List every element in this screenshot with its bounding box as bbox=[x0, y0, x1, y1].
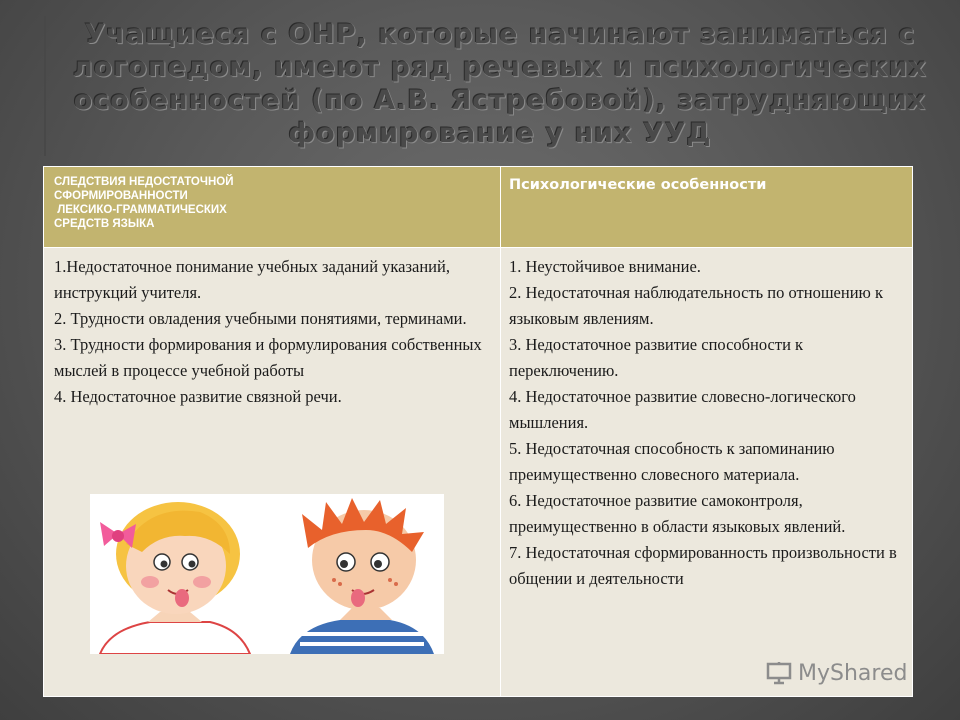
list-item: 4. Недостаточное развитие связной речи. bbox=[54, 387, 342, 406]
watermark-brand: MyShared bbox=[798, 660, 908, 686]
list-item: 5. Недостаточная способность к запоминанию преимущественно словесного материала. bbox=[509, 439, 835, 484]
children-cartoon bbox=[90, 494, 444, 654]
title-line: особенностей (по А.В. Ястребовой), затрудняющих bbox=[73, 85, 927, 116]
boy-figure bbox=[290, 498, 434, 654]
list-item: 3. Недостаточное развитие способности к переключению. bbox=[509, 335, 804, 380]
header-line: СФОРМИРОВАННОСТИ bbox=[54, 190, 188, 202]
list-item: 2. Трудности овладения учебными понятиями, терминами. bbox=[54, 309, 467, 328]
decorative-bar bbox=[12, 16, 46, 156]
header-line: СЛЕДСТВИЯ НЕДОСТАТОЧНОЙ bbox=[54, 176, 234, 188]
girl-figure bbox=[100, 502, 250, 654]
watermark bbox=[766, 658, 907, 688]
slide-title bbox=[60, 18, 940, 150]
header-consequences bbox=[44, 167, 501, 248]
list-item: 2. Недостаточная наблюдательность по отношению к языковым явлениям. bbox=[509, 283, 883, 328]
title-line: формирование у них УУД bbox=[288, 118, 712, 149]
list-item: 7. Недостаточная сформированность произвольности в общении и деятельности bbox=[509, 543, 897, 588]
header-psychological-label: Психологические особенности bbox=[509, 177, 767, 193]
header-line: ЛЕКСИКО-ГРАММАТИЧЕСКИХ bbox=[54, 204, 227, 216]
presentation-board-icon bbox=[766, 661, 792, 685]
list-item: 3. Трудности формирования и формулирования собственных мыслей в процессе учебной работы bbox=[54, 335, 482, 380]
children-illustration bbox=[90, 494, 444, 654]
title-line: логопедом, имеют ряд речевых и психологических bbox=[72, 52, 928, 83]
header-line: СРЕДСТВ ЯЗЫКА bbox=[54, 218, 155, 230]
table-header-row bbox=[44, 167, 913, 248]
list-item: 1. Неустойчивое внимание. bbox=[509, 257, 701, 276]
list-item: 1.Недостаточное понимание учебных заданий указаний, инструкций учителя. bbox=[54, 257, 450, 302]
psychological-cell bbox=[501, 248, 913, 697]
title-line: Учащиеся с ОНР, которые начинают заниматься с bbox=[84, 19, 916, 50]
list-item: 6. Недостаточное развитие самоконтроля, преимущественно в области языковых явлений. bbox=[509, 491, 846, 536]
header-psychological bbox=[501, 167, 913, 248]
list-item: 4. Недостаточное развитие словесно-логического мышления. bbox=[509, 387, 856, 432]
